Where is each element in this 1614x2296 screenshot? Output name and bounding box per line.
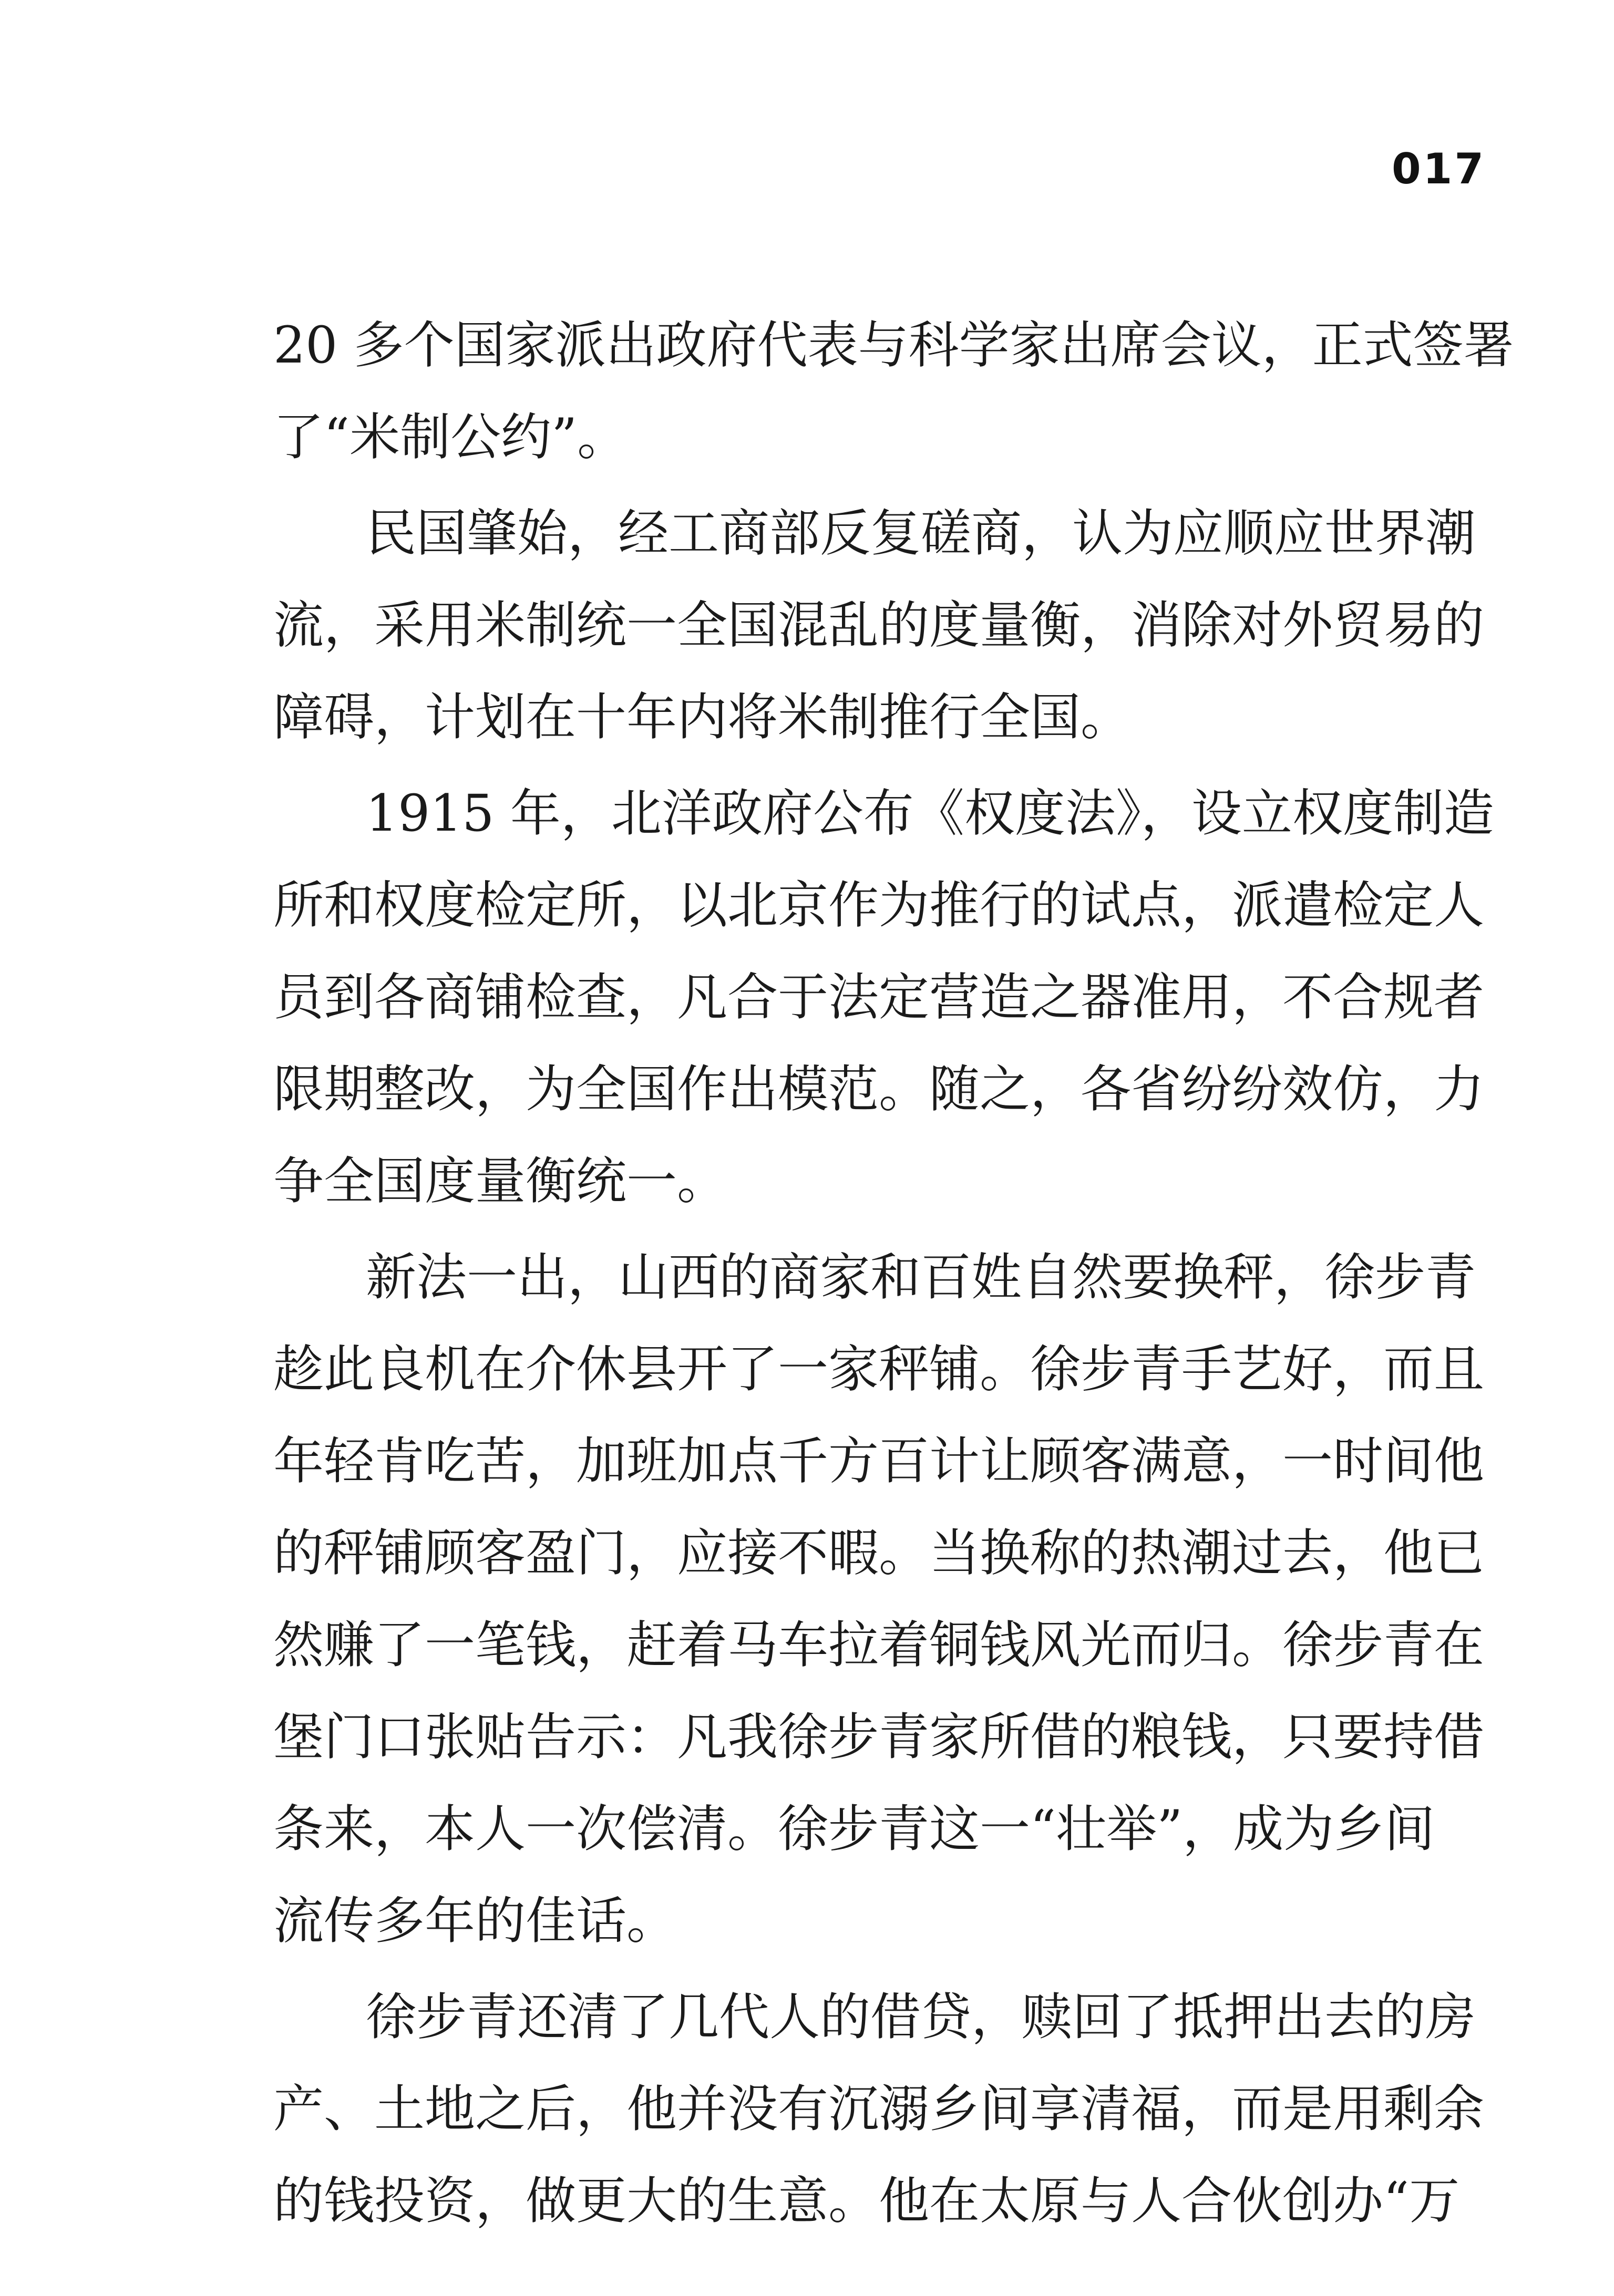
text-line: 年轻肯吃苦，加班加点千方百计让顾客满意，一时间他 xyxy=(273,1432,1484,1491)
text-line: 流传多年的佳话。 xyxy=(273,1891,677,1950)
text-line: 民国肇始，经工商部反复磋商，认为应顺应世界潮 xyxy=(366,504,1476,563)
text-line: 的秤铺顾客盈门，应接不暇。当换称的热潮过去，他已 xyxy=(273,1524,1484,1583)
text-line: 然赚了一笔钱，赶着马车拉着铜钱风光而归。徐步青在 xyxy=(273,1616,1484,1674)
paragraph xyxy=(273,488,1484,763)
text-line: 条来，本人一次偿清。徐步青这一“壮举”，成为乡间 xyxy=(273,1799,1435,1858)
text-line: 趁此良机在介休县开了一家秤铺。徐步青手艺好，而且 xyxy=(273,1340,1484,1399)
text-line: 产、土地之后，他并没有沉溺乡间享清福，而是用剩余 xyxy=(273,2080,1484,2138)
text-line: 20 多个国家派出政府代表与科学家出席会议，正式签署 xyxy=(273,316,1514,375)
text-line: 徐步青还清了几代人的借贷，赎回了抵押出去的房 xyxy=(366,1988,1476,2046)
text-line: 的钱投资，做更大的生意。他在太原与人合伙创办“万 xyxy=(273,2171,1460,2230)
text-line: 员到各商铺检查，凡合于法定营造之器准用，不合规者 xyxy=(273,968,1484,1027)
text-line: 流，采用米制统一全国混乱的度量衡，消除对外贸易的 xyxy=(273,596,1484,655)
body-text xyxy=(273,299,1514,2251)
text-line: 障碍，计划在十年内将米制推行全国。 xyxy=(273,688,1131,747)
paragraph xyxy=(273,768,1494,1227)
text-line: 新法一出，山西的商家和百姓自然要换秤，徐步青 xyxy=(366,1248,1476,1307)
text-line: 争全国度量衡统一。 xyxy=(273,1152,727,1211)
text-line: 堡门口张贴告示：凡我徐步青家所借的粮钱，只要持借 xyxy=(273,1708,1484,1766)
text-line: 所和权度检定所，以北京作为推行的试点，派遣检定人 xyxy=(273,876,1484,935)
text-line: 1915 年，北洋政府公布《权度法》，设立权度制造 xyxy=(366,784,1494,843)
page-number: 017 xyxy=(1392,144,1486,193)
paragraph xyxy=(273,1232,1484,1967)
text-line: 限期整改，为全国作出模范。随之，各省纷纷效仿，力 xyxy=(273,1060,1484,1119)
paragraph xyxy=(273,1971,1484,2247)
text-line: 了“米制公约”。 xyxy=(273,408,628,467)
paragraph xyxy=(273,299,1514,483)
